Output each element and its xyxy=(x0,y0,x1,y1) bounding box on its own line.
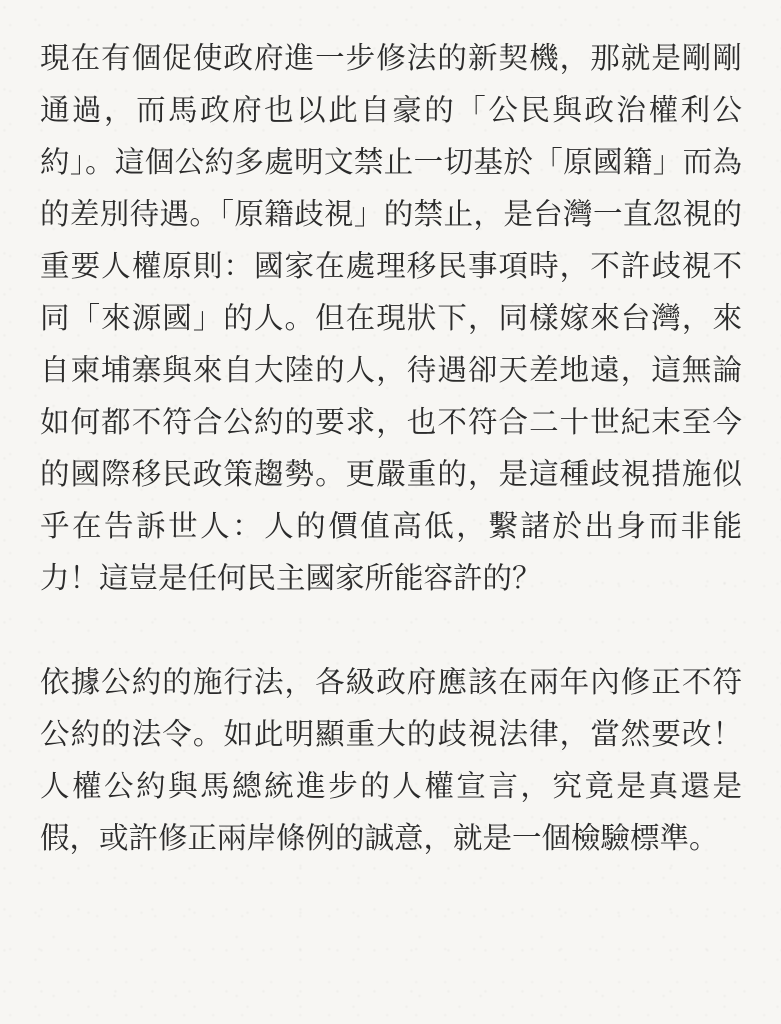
article-body xyxy=(40,32,742,864)
article-paragraph: 依據公約的施行法，各級政府應該在兩年內修正不符公約的法令。如此明顯重大的歧視法律，當然要改！人權公約與馬總統進步的人權宣言，究竟是真還是假，或許修正兩岸條例的誠意，就是一個檢驗標準。 xyxy=(40,665,742,855)
article-paragraph: 現在有個促使政府進一步修法的新契機，那就是剛剛通過，而馬政府也以此自豪的「公民與政治權利公約」。這個公約多處明文禁止一切基於「原國籍」而為的差別待遇。「原籍歧視」的禁止，是台灣一直忽視的重要人權原則：國家在處理移民事項時，不許歧視不同「來源國」的人。但在現狀下，同樣嫁來台灣，來自柬埔寨與來自大陸的人，待遇卻天差地遠，這無論如何都不符合公約的要求，也不符合二十世紀末至今的國際移民政策趨勢。更嚴重的，是這種歧視措施似乎在告訴世人：人的價值高低，繫諸於出身而非能力！這豈是任何民主國家所能容許的？ xyxy=(40,41,742,595)
